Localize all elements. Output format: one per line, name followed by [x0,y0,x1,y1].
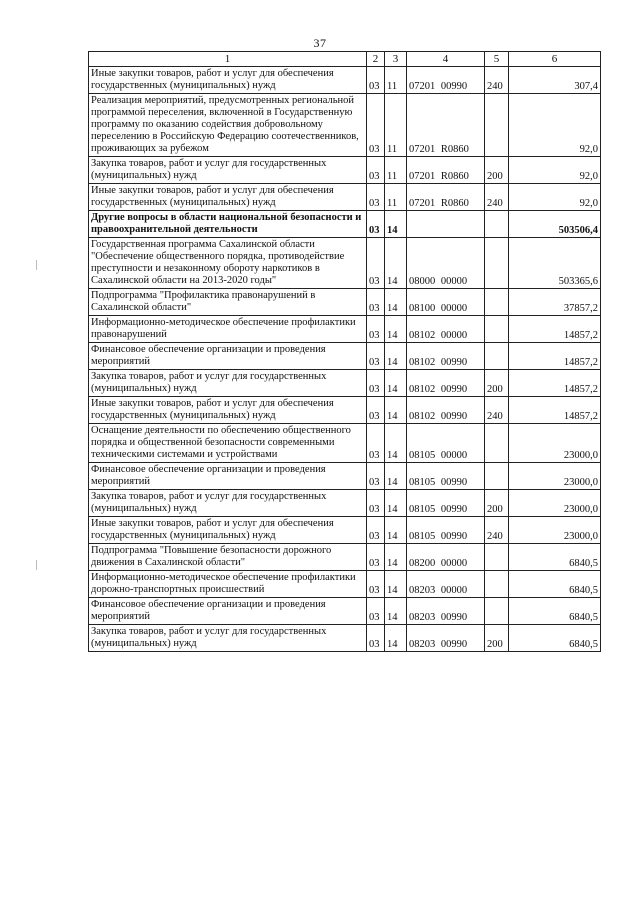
item-name: Подпрограмма "Профилактика правонарушений в Сахалинской области" [89,289,367,316]
table-row [89,289,601,316]
item-name: Иные закупки товаров, работ и услуг для обеспечения государственных (муниципальных) нужд [89,517,367,544]
table-row [89,157,601,184]
item-name: Закупка товаров, работ и услуг для государственных (муниципальных) нужд [89,625,367,652]
amount-value: 23000,0 [509,517,601,544]
amount-value: 307,4 [509,67,601,94]
section-code: 03 [367,94,385,157]
section-code: 03 [367,424,385,463]
amount-value: 6840,5 [509,544,601,571]
section-code: 03 [367,67,385,94]
item-name: Финансовое обеспечение организации и проведения мероприятий [89,343,367,370]
target-article-code: 08105 00990 [407,490,485,517]
table-row [89,343,601,370]
item-name: Реализация мероприятий, предусмотренных региональной программой переселения, включенной в Государственную программу по оказанию содействия добровольному переселению в Российскую Федерацию соотечественников, проживающих за рубежом [89,94,367,157]
expense-type-code: 240 [485,67,509,94]
expense-type-code [485,343,509,370]
target-article-code: 08102 00990 [407,397,485,424]
expense-type-code: 200 [485,490,509,517]
section-code: 03 [367,397,385,424]
subsection-code: 14 [385,289,407,316]
amount-value: 92,0 [509,157,601,184]
table-row [89,370,601,397]
target-article-code: 07201 00990 [407,67,485,94]
subsection-code: 14 [385,598,407,625]
amount-value: 23000,0 [509,463,601,490]
header-row [89,52,601,67]
target-article-code: 08105 00000 [407,424,485,463]
target-article-code: 08203 00990 [407,598,485,625]
amount-value: 503365,6 [509,238,601,289]
item-name: Другие вопросы в области национальной безопасности и правоохранительной деятельности [89,211,367,238]
target-article-code: 08000 00000 [407,238,485,289]
section-code: 03 [367,211,385,238]
section-code: 03 [367,157,385,184]
amount-value: 6840,5 [509,598,601,625]
subsection-code: 14 [385,463,407,490]
subsection-code: 14 [385,544,407,571]
section-code: 03 [367,370,385,397]
target-article-code: 08203 00000 [407,571,485,598]
subsection-code: 14 [385,343,407,370]
expense-type-code [485,571,509,598]
target-article-code: 08105 00990 [407,517,485,544]
table-row [89,424,601,463]
section-code: 03 [367,289,385,316]
table-row [89,598,601,625]
target-article-code: 08102 00000 [407,316,485,343]
column-header: 1 [89,52,367,67]
subsection-code: 14 [385,397,407,424]
target-article-code: 08100 00000 [407,289,485,316]
amount-value: 6840,5 [509,625,601,652]
expense-type-code [485,463,509,490]
table-row [89,625,601,652]
subsection-code: 11 [385,184,407,211]
expense-type-code: 240 [485,397,509,424]
budget-table [88,51,601,652]
expense-type-code: 240 [485,184,509,211]
item-name: Оснащение деятельности по обеспечению общественного порядка и общественной безопасности современными техническими системами и устройствами [89,424,367,463]
item-name: Подпрограмма "Повышение безопасности дорожного движения в Сахалинской области" [89,544,367,571]
item-name: Иные закупки товаров, работ и услуг для обеспечения государственных (муниципальных) нужд [89,67,367,94]
target-article-code: 08102 00990 [407,370,485,397]
subsection-code: 14 [385,316,407,343]
column-header: 5 [485,52,509,67]
table-row [89,463,601,490]
item-name: Финансовое обеспечение организации и проведения мероприятий [89,598,367,625]
expense-type-code [485,424,509,463]
subsection-code: 11 [385,157,407,184]
subsection-code: 14 [385,424,407,463]
item-name: Информационно-методическое обеспечение профилактики правонарушений [89,316,367,343]
amount-value: 92,0 [509,184,601,211]
table-row [89,397,601,424]
subsection-code: 14 [385,625,407,652]
item-name: Информационно-методическое обеспечение профилактики дорожно-транспортных происшествий [89,571,367,598]
target-article-code: 07201 R0860 [407,184,485,211]
section-code: 03 [367,517,385,544]
item-name: Иные закупки товаров, работ и услуг для обеспечения государственных (муниципальных) нужд [89,397,367,424]
table-row [89,571,601,598]
table-row [89,184,601,211]
column-header: 4 [407,52,485,67]
expense-type-code: 200 [485,157,509,184]
amount-value: 14857,2 [509,316,601,343]
subsection-code: 14 [385,238,407,289]
expense-type-code: 240 [485,517,509,544]
expense-type-code: 200 [485,625,509,652]
section-code: 03 [367,625,385,652]
subsection-code: 14 [385,571,407,598]
target-article-code: 08102 00990 [407,343,485,370]
subsection-code: 11 [385,94,407,157]
table-row [89,211,601,238]
table-body [89,67,601,652]
section-code: 03 [367,184,385,211]
expense-type-code [485,316,509,343]
target-article-code: 08203 00990 [407,625,485,652]
section-code: 03 [367,343,385,370]
section-code: 03 [367,571,385,598]
item-name: Иные закупки товаров, работ и услуг для обеспечения государственных (муниципальных) нужд [89,184,367,211]
amount-value: 6840,5 [509,571,601,598]
table-row [89,67,601,94]
target-article-code: 08105 00990 [407,463,485,490]
item-name: Закупка товаров, работ и услуг для государственных (муниципальных) нужд [89,370,367,397]
table-row [89,238,601,289]
amount-value: 14857,2 [509,343,601,370]
subsection-code: 14 [385,370,407,397]
expense-type-code [485,211,509,238]
section-code: 03 [367,598,385,625]
column-header: 3 [385,52,407,67]
expense-type-code [485,238,509,289]
table-row [89,517,601,544]
column-header: 6 [509,52,601,67]
target-article-code: 08200 00000 [407,544,485,571]
amount-value: 23000,0 [509,424,601,463]
amount-value: 92,0 [509,94,601,157]
amount-value: 14857,2 [509,370,601,397]
column-header: 2 [367,52,385,67]
table-row [89,544,601,571]
subsection-code: 14 [385,211,407,238]
expense-type-code [485,544,509,571]
subsection-code: 11 [385,67,407,94]
amount-value: 37857,2 [509,289,601,316]
expense-type-code: 200 [485,370,509,397]
scan-speck [36,560,37,570]
subsection-code: 14 [385,517,407,544]
scan-speck [36,260,37,270]
subsection-code: 14 [385,490,407,517]
expense-type-code [485,289,509,316]
section-code: 03 [367,316,385,343]
table-row [89,316,601,343]
section-code: 03 [367,463,385,490]
amount-value: 503506,4 [509,211,601,238]
section-code: 03 [367,490,385,517]
item-name: Государственная программа Сахалинской области "Обеспечение общественного порядка, противодействие преступности и незаконному обороту наркотиков в Сахалинской области на 2013-2020 годы" [89,238,367,289]
table-row [89,490,601,517]
target-article-code: 07201 R0860 [407,157,485,184]
item-name: Закупка товаров, работ и услуг для государственных (муниципальных) нужд [89,157,367,184]
amount-value: 14857,2 [509,397,601,424]
table-row [89,94,601,157]
section-code: 03 [367,544,385,571]
item-name: Финансовое обеспечение организации и проведения мероприятий [89,463,367,490]
target-article-code: 07201 R0860 [407,94,485,157]
expense-type-code [485,94,509,157]
amount-value: 23000,0 [509,490,601,517]
target-article-code [407,211,485,238]
page-number: 37 [313,36,327,50]
item-name: Закупка товаров, работ и услуг для государственных (муниципальных) нужд [89,490,367,517]
section-code: 03 [367,238,385,289]
expense-type-code [485,598,509,625]
